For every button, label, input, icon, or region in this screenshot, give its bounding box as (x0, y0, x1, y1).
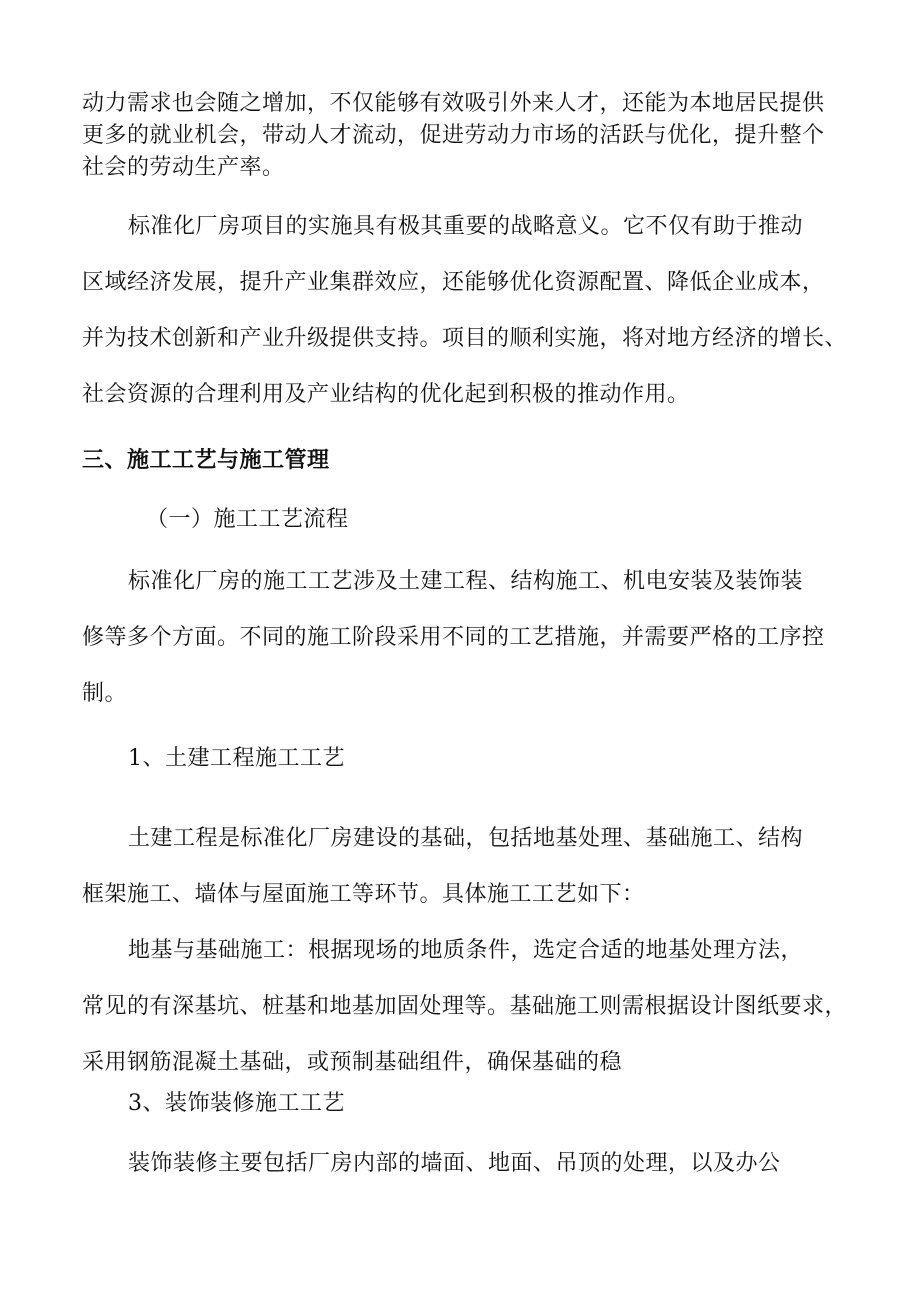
text-line: 修等多个方面。不同的施工阶段采用不同的工艺措施，并需要严格的工序控 (82, 625, 825, 650)
paragraph-civil-works (82, 811, 842, 923)
section-heading: 三、施工工艺与施工管理 (82, 447, 330, 473)
text-line: 动力需求也会随之增加，不仅能够有效吸引外来人才，还能为本地居民提供 (82, 91, 825, 116)
text-line: 标准化厂房的施工工艺涉及土建工程、结构施工、机电安装及装饰装 (128, 569, 804, 594)
paragraph-labor-demand (82, 88, 842, 184)
text-line: 制。 (82, 681, 128, 706)
text-line: 并为技术创新和产业升级提供支持。项目的顺利实施，将对地方经济的增长、 (82, 326, 848, 351)
text-line: 土建工程是标准化厂房建设的基础，包括地基处理、基础施工、结构 (128, 826, 804, 851)
text-line: 装饰装修主要包括厂房内部的墙面、地面、吊顶的处理，以及办公 (128, 1151, 781, 1176)
paragraph-process-overview (82, 554, 842, 722)
text-line: 常见的有深基坑、桩基和地基加固处理等。基础施工则需根据设计图纸要求， (82, 994, 848, 1019)
text-line: 更多的就业机会，带动人才流动，促进劳动力市场的活跃与优化，提升整个 (82, 123, 825, 148)
item-heading-decoration: 3、装饰装修施工工艺 (128, 1091, 345, 1116)
text-line: 框架施工、墙体与屋面施工等环节。具体施工工艺如下： (82, 882, 645, 907)
paragraph-decoration (82, 1136, 842, 1192)
paragraph-foundation-works (82, 923, 848, 1091)
text-line: 社会的劳动生产率。 (82, 155, 285, 180)
paragraph-strategic-significance (82, 199, 848, 423)
text-line: 区域经济发展，提升产业集群效应，还能够优化资源配置、降低企业成本， (82, 270, 825, 295)
subsection-heading: （一）施工工艺流程 (146, 507, 349, 532)
text-line: 地基与基础施工：根据现场的地质条件，选定合适的地基处理方法， (128, 938, 804, 963)
text-line: 采用钢筋混凝土基础，或预制基础组件，确保基础的稳 (82, 1050, 623, 1075)
item-heading-civil-works: 1、土建工程施工工艺 (128, 746, 345, 771)
text-line: 社会资源的合理利用及产业结构的优化起到积极的推动作用。 (82, 382, 690, 407)
text-line: 标准化厂房项目的实施具有极其重要的战略意义。它不仅有助于推动 (128, 214, 804, 239)
